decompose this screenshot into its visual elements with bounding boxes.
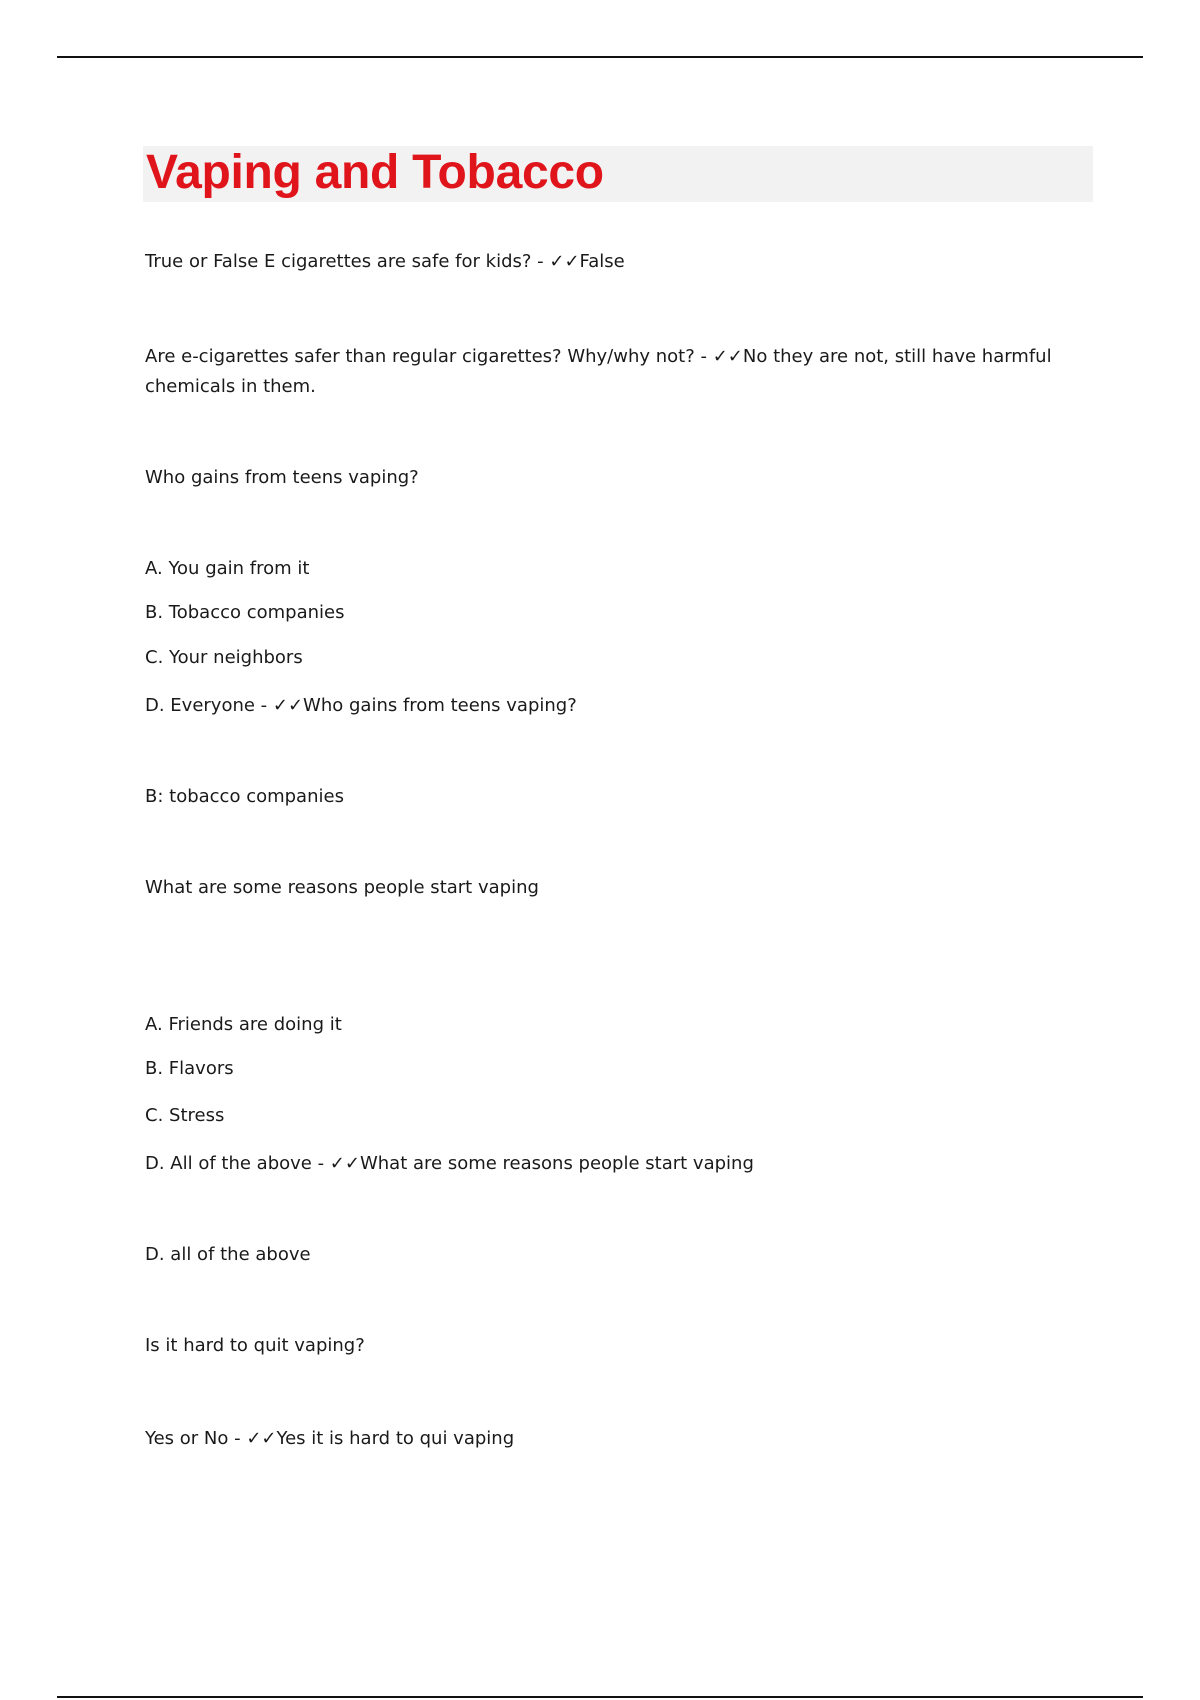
option-c-stress: C. Stress: [145, 1105, 225, 1126]
question-reasons-start-vaping: What are some reasons people start vaping: [145, 877, 539, 898]
question-e-cigarettes-safe-for-kids: True or False E cigarettes are safe for kids? - ✓✓False: [145, 251, 625, 272]
answer-all-of-the-above: D. all of the above: [145, 1244, 311, 1265]
answer-tobacco-companies: B: tobacco companies: [145, 786, 344, 807]
top-rule: [57, 56, 1143, 58]
document-title: Vaping and Tobacco: [146, 146, 604, 199]
option-a-friends: A. Friends are doing it: [145, 1014, 342, 1035]
option-d-everyone-answer: D. Everyone - ✓✓Who gains from teens vaping?: [145, 695, 577, 716]
question-who-gains: Who gains from teens vaping?: [145, 467, 419, 488]
bottom-rule: [57, 1696, 1143, 1698]
option-b-tobacco-companies: B. Tobacco companies: [145, 602, 345, 623]
option-c-your-neighbors: C. Your neighbors: [145, 647, 303, 668]
option-b-flavors: B. Flavors: [145, 1058, 234, 1079]
question-e-cigarettes-safer: Are e-cigarettes safer than regular cigarettes? Why/why not? - ✓✓No they are not, still have harmful chemicals in them.: [145, 346, 1052, 397]
question-hard-to-quit: Is it hard to quit vaping?: [145, 1335, 365, 1356]
answer-yes-hard-to-quit: Yes or No - ✓✓Yes it is hard to qui vaping: [145, 1428, 515, 1449]
option-a-you-gain: A. You gain from it: [145, 558, 310, 579]
option-d-all-answer: D. All of the above - ✓✓What are some reasons people start vaping: [145, 1153, 754, 1174]
